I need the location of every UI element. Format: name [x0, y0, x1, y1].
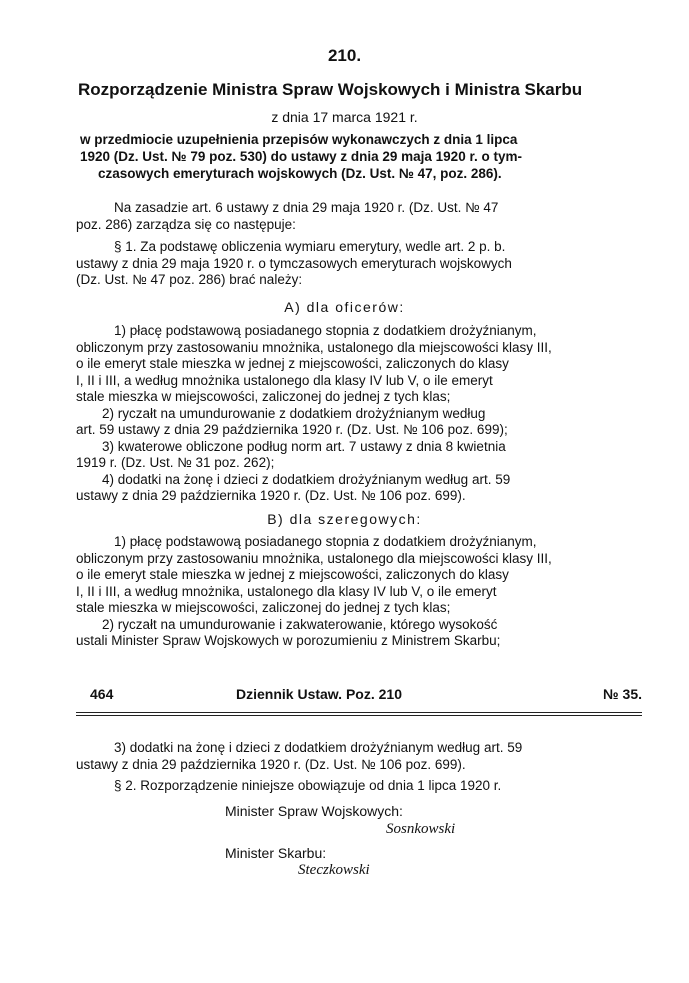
section-a-line: o ile emeryt stale mieszka w jednej z miejscowości, zaliczonych do klasy: [76, 356, 509, 371]
section-a-line: 2) ryczałt na umundurowanie z dodatkiem drożyźnianym według: [102, 405, 486, 421]
continuation: [76, 740, 640, 773]
section-1-line: § 1. Za podstawę obliczenia wymiaru emerytury, wedle art. 2 p. b.: [114, 239, 506, 254]
section-b-list: [76, 534, 640, 650]
section-1-line: (Dz. Ust. № 47 poz. 286) brać należy:: [76, 272, 303, 287]
act-title: Rozporządzenie Ministra Spraw Wojskowych i Ministra Skarbu: [78, 80, 583, 99]
section-b-line: 1) płacę podstawową posiadanego stopnia z dodatkiem drożyźnianym,: [114, 534, 537, 549]
continuation-line: 3) dodatki na żonę i dzieci z dodatkiem drożyźnianym według art. 59: [114, 740, 523, 755]
section-2-text: § 2. Rozporządzenie niniejsze obowiązuje od dnia 1 lipca 1920 r.: [114, 778, 502, 793]
signature-role-2: Minister Skarbu:: [225, 845, 327, 861]
header-rule-double: [76, 715, 642, 716]
section-b-line: stale mieszka w miejscowości, zaliczonej do jednej z tych klas;: [76, 600, 451, 615]
signature-name-2: Steczkowski: [298, 862, 370, 878]
section-b-heading: B) dla szeregowych:: [267, 511, 422, 527]
act-subject: [80, 131, 642, 182]
subject-line: czasowych emeryturach wojskowych (Dz. Ust. № 47, poz. 286).: [98, 166, 502, 181]
section-a-line: obliczonym przy zastosowaniu mnożnika, ustalonego dla miejscowości klasy III,: [76, 339, 552, 355]
section-a-line: I, II i III, a według mnożnika ustalonego dla klasy IV lub V, o ile emeryt: [76, 372, 493, 388]
section-a-line: 4) dodatki na żonę i dzieci z dodatkiem drożyźnianym według art. 59: [102, 471, 511, 487]
section-a-line: stale mieszka w miejscowości, zaliczonej do jednej z tych klas;: [76, 389, 451, 404]
section-2: [76, 778, 640, 795]
running-header: [76, 686, 642, 708]
continuation-line: ustawy z dnia 29 października 1920 r. (Dz. Ust. № 106 poz. 699).: [76, 756, 466, 772]
section-1: [76, 239, 640, 289]
section-a-line: art. 59 ustawy z dnia 29 października 1920 r. (Dz. Ust. № 106 poz. 699);: [76, 422, 508, 437]
section-a-line: 1919 r. (Dz. Ust. № 31 poz. 262);: [76, 455, 275, 470]
section-a-heading: A) dla oficerów:: [284, 299, 405, 315]
section-a-line: 1) płacę podstawową posiadanego stopnia z dodatkiem drożyźnianym,: [114, 323, 537, 338]
intro-paragraph: [76, 200, 640, 233]
section-b-line: I, II i III, a według mnożnika, ustalonego dla klasy IV lub V, o ile emeryt: [76, 583, 497, 599]
section-b-line: obliczonym przy zastosowaniu mnożnika, ustalonego dla miejscowości klasy III,: [76, 550, 552, 566]
act-date: z dnia 17 marca 1921 r.: [271, 109, 418, 125]
section-a-list: [76, 323, 640, 505]
subject-line: 1920 (Dz. Ust. № 79 poz. 530) do ustawy z dnia 29 maja 1920 r. o tym-: [80, 149, 522, 164]
section-a-line: ustawy z dnia 29 października 1920 r. (Dz. Ust. № 106 poz. 699).: [76, 488, 466, 503]
intro-line: Na zasadzie art. 6 ustawy z dnia 29 maja 1920 r. (Dz. Ust. № 47: [114, 200, 499, 215]
section-b-line: o ile emeryt stale mieszka w jednej z miejscowości, zaliczonych do klasy: [76, 567, 509, 582]
signature-role-1: Minister Spraw Wojskowych:: [225, 803, 403, 819]
section-a-line: 3) kwaterowe obliczone podług norm art. 7 ustawy z dnia 8 kwietnia: [102, 438, 506, 454]
subject-line: w przedmiocie uzupełnienia przepisów wykonawczych z dnia 1 lipca: [80, 132, 518, 147]
header-rule: [76, 712, 642, 713]
section-b-line: ustali Minister Spraw Wojskowych w porozumieniu z Ministrem Skarbu;: [76, 633, 501, 648]
journal-reference: Dziennik Ustaw. Poz. 210: [236, 686, 402, 702]
section-1-line: ustawy z dnia 29 maja 1920 r. o tymczasowych emeryturach wojskowych: [76, 255, 512, 271]
act-number: 210.: [327, 46, 362, 65]
intro-line: poz. 286) zarządza się co następuje:: [76, 216, 296, 232]
page-number: 464: [90, 686, 114, 702]
issue-number: № 35.: [603, 686, 642, 702]
section-b-line: 2) ryczałt na umundurowanie i zakwaterowanie, którego wysokość: [102, 616, 498, 632]
signature-name-1: Sosnkowski: [386, 821, 456, 837]
